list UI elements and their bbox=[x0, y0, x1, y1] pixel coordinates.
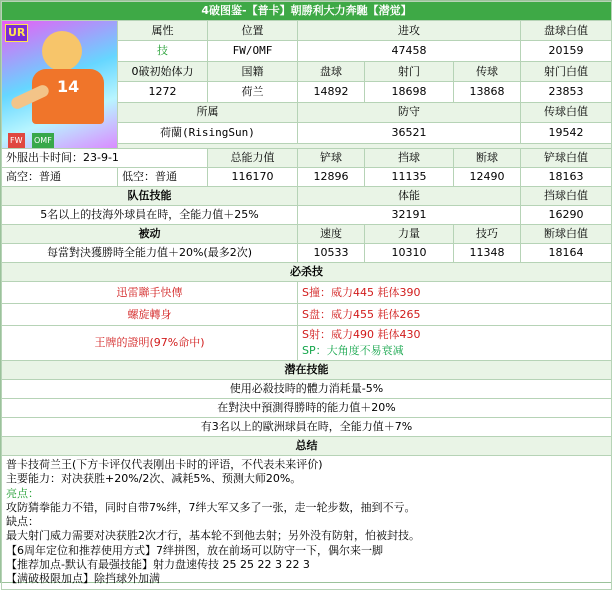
summary-heading: 总结 bbox=[2, 437, 612, 456]
latent-item: 使用必殺技時的體力消耗量-5% bbox=[2, 380, 612, 399]
summary-line: 主要能力：对决获胜+20%/2次、减耗5%、预测大师20%。 bbox=[6, 472, 302, 486]
release-date: 外服出卡时间：23-9-1 bbox=[2, 149, 208, 168]
power-value: 10310 bbox=[365, 244, 454, 263]
latent-item: 在對決中預測得勝時的能力值＋20% bbox=[2, 399, 612, 418]
hdr-position: 位置 bbox=[208, 21, 298, 41]
speed-value: 10533 bbox=[298, 244, 365, 263]
tackle-white-value: 18163 bbox=[521, 168, 612, 187]
attribute-value: 技 bbox=[118, 41, 208, 61]
hdr-block-white: 挡球白值 bbox=[521, 187, 612, 206]
intercept-value: 12490 bbox=[454, 168, 521, 187]
special-sp: SP：大角度不易衰减 bbox=[302, 344, 404, 357]
hdr-intercept: 断球 bbox=[454, 149, 521, 168]
block-value: 11135 bbox=[365, 168, 454, 187]
hdr-affiliation: 所属 bbox=[118, 102, 298, 122]
hdr-technique: 技巧 bbox=[454, 225, 521, 244]
special-stat: S射：威力490 耗体430 bbox=[302, 328, 421, 341]
high-ball: 高空：普通 bbox=[2, 168, 118, 187]
hdr-defense: 防守 bbox=[298, 102, 521, 122]
special-name: 王牌的證明(97%命中) bbox=[2, 326, 298, 361]
summary-line: 【推荐加点-默认有最强技能】射力盘速传技 25 25 22 3 22 3 bbox=[6, 558, 310, 572]
passive-text: 每當對決獲勝時全能力值＋20%(最多2次) bbox=[2, 244, 298, 263]
hdr-pass: 传球 bbox=[454, 61, 521, 81]
stats-table bbox=[1, 1, 612, 590]
shirt-number: 14 bbox=[57, 77, 80, 96]
latent-item: 有3名以上的歐洲球員在時，全能力值＋7% bbox=[2, 418, 612, 437]
low-ball: 低空：普通 bbox=[118, 168, 208, 187]
summary-line: 最大射门威力需要对决获胜2次才行，基本轮不到他去射；另外没有防射，怕被封技。 bbox=[6, 529, 420, 543]
summary-block bbox=[2, 456, 612, 590]
summary-line: 【6周年定位和推荐使用方式】7绊拼图，放在前场可以防守一下，偶尔来一脚 bbox=[6, 543, 383, 557]
hdr-shoot-white: 射门白值 bbox=[521, 61, 612, 81]
special-heading: 必杀技 bbox=[2, 263, 612, 282]
hdr-block: 挡球 bbox=[365, 149, 454, 168]
ur-badge: UR bbox=[5, 24, 28, 42]
initial-stamina-value: 1272 bbox=[118, 82, 208, 102]
pass-value: 13868 bbox=[454, 82, 521, 102]
hdr-dribble-white: 盘球白值 bbox=[521, 21, 612, 41]
hdr-pass-white: 传球白值 bbox=[521, 102, 612, 122]
dribble-value: 14892 bbox=[298, 82, 365, 102]
block-white-value: 16290 bbox=[521, 206, 612, 225]
defense-value: 36521 bbox=[298, 123, 521, 143]
affiliation-value: 荷蘭(RisingSun) bbox=[118, 123, 298, 143]
hdr-total-ability: 总能力值 bbox=[208, 149, 298, 168]
hdr-power: 力量 bbox=[365, 225, 454, 244]
position-tag-omf: OMF bbox=[32, 133, 54, 148]
stamina-value: 32191 bbox=[298, 206, 521, 225]
special-stat: S撞：威力445 耗体390 bbox=[298, 282, 612, 304]
summary-line: 普卡技荷兰王(下方卡评仅代表刚出卡时的评语，不代表未来评价) bbox=[6, 458, 323, 471]
pass-white-value: 19542 bbox=[521, 123, 612, 143]
special-stat-multi bbox=[298, 326, 612, 361]
special-name: 迅雷聯手快傳 bbox=[2, 282, 298, 304]
attack-value: 47458 bbox=[298, 41, 521, 61]
player-card-image bbox=[2, 21, 118, 149]
player-head-icon bbox=[42, 31, 82, 71]
tackle-value: 12896 bbox=[298, 168, 365, 187]
shoot-white-value: 23853 bbox=[521, 82, 612, 102]
summary-line: 亮点： bbox=[6, 486, 39, 500]
intercept-white-value: 18164 bbox=[521, 244, 612, 263]
passive-heading: 被动 bbox=[2, 225, 298, 244]
nationality-value: 荷兰 bbox=[208, 82, 298, 102]
hdr-initial-stamina: 0破初始体力 bbox=[118, 61, 208, 81]
special-stat: S盘：威力455 耗体265 bbox=[298, 304, 612, 326]
page-title: 4破图鉴-【普卡】朝勝利大力奔馳【潜觉】 bbox=[2, 2, 612, 21]
hdr-stamina: 体能 bbox=[298, 187, 521, 206]
hdr-intercept-white: 断球白值 bbox=[521, 225, 612, 244]
hdr-speed: 速度 bbox=[298, 225, 365, 244]
hdr-tackle-white: 铲球白值 bbox=[521, 149, 612, 168]
hdr-tackle: 铲球 bbox=[298, 149, 365, 168]
summary-line: 【满破极限加点】除挡球外加满 bbox=[6, 572, 160, 586]
special-name: 螺旋轉身 bbox=[2, 304, 298, 326]
total-ability-value: 116170 bbox=[208, 168, 298, 187]
latent-heading: 潜在技能 bbox=[2, 361, 612, 380]
dribble-white-value: 20159 bbox=[521, 41, 612, 61]
position-tag-fw: FW bbox=[8, 133, 25, 148]
hdr-attack: 进攻 bbox=[298, 21, 521, 41]
hdr-shoot: 射门 bbox=[365, 61, 454, 81]
summary-line: 攻防猜拳能力不错，同时自带7%绊，7绊大军又多了一张，走一轮步数，抽到不亏。 bbox=[6, 500, 416, 514]
technique-value: 11348 bbox=[454, 244, 521, 263]
hdr-dribble: 盘球 bbox=[298, 61, 365, 81]
hdr-nationality: 国籍 bbox=[208, 61, 298, 81]
shoot-value: 18698 bbox=[365, 82, 454, 102]
hdr-attribute: 属性 bbox=[118, 21, 208, 41]
team-skill-heading: 队伍技能 bbox=[2, 187, 298, 206]
position-value: FW/OMF bbox=[208, 41, 298, 61]
summary-line: 缺点： bbox=[6, 515, 39, 529]
team-skill-text: 5名以上的技海外球員在時，全能力值＋25% bbox=[2, 206, 298, 225]
